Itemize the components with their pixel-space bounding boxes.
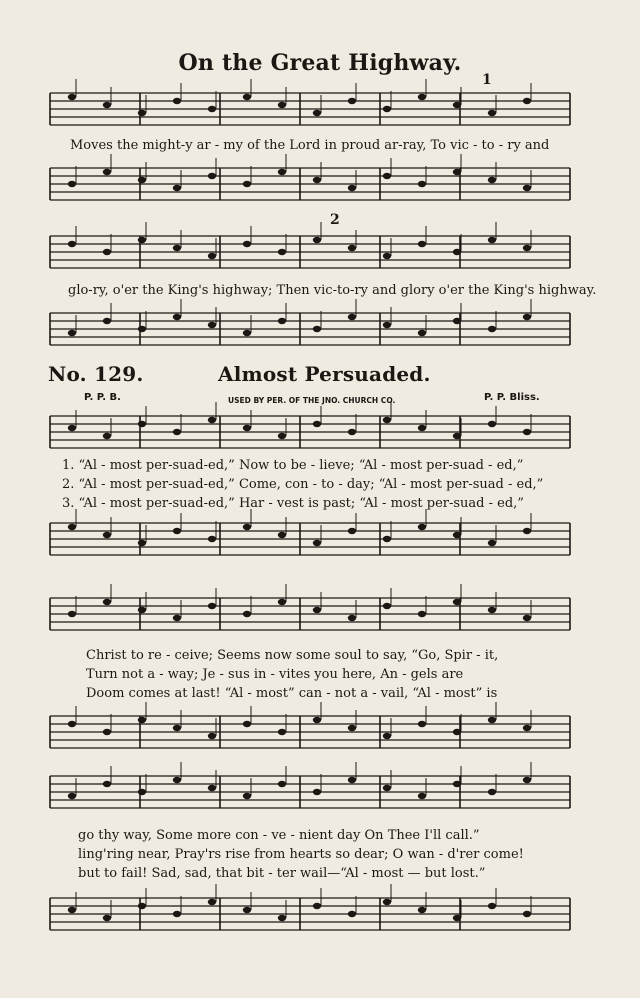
note-head <box>208 536 216 542</box>
note-head <box>523 185 531 191</box>
note-head <box>173 429 181 435</box>
note-head <box>103 169 111 175</box>
note-head <box>313 607 321 613</box>
note-head <box>313 903 321 909</box>
staff-treble-2 <box>0 228 640 288</box>
note-head <box>68 793 76 799</box>
note-head <box>173 528 181 534</box>
note-head <box>383 899 391 905</box>
note-head <box>68 241 76 247</box>
verse-3-line-2: Doom comes at last! “Al - most” can - not a - vail, “Al - most” is <box>86 686 498 701</box>
note-head <box>278 318 286 324</box>
verse-1-line-2: Christ to re - ceive; Seems now some soul to say, “Go, Spir - it, <box>86 648 499 663</box>
hymn-number: No. 129. <box>48 362 144 386</box>
note-head <box>173 98 181 104</box>
note-head <box>173 725 181 731</box>
note-head <box>68 721 76 727</box>
note-head <box>243 94 251 100</box>
note-head <box>348 528 356 534</box>
note-head <box>383 785 391 791</box>
note-head <box>418 425 426 431</box>
note-head <box>348 777 356 783</box>
note-head <box>348 185 356 191</box>
note-head <box>68 425 76 431</box>
note-head <box>138 717 146 723</box>
note-head <box>453 599 461 605</box>
note-head <box>243 241 251 247</box>
note-head <box>278 532 286 538</box>
note-head <box>523 725 531 731</box>
note-head <box>278 729 286 735</box>
note-head <box>453 318 461 324</box>
credit-left: P. P. B. <box>84 392 121 403</box>
note-head <box>243 611 251 617</box>
note-head <box>243 793 251 799</box>
note-head <box>488 237 496 243</box>
note-head <box>453 102 461 108</box>
note-head <box>313 717 321 723</box>
note-head <box>418 181 426 187</box>
note-head <box>383 253 391 259</box>
note-head <box>138 177 146 183</box>
verse-3-line-3: but to fail! Sad, sad, that bit - ter wail—“Al - most — but lost.” <box>78 866 486 881</box>
staff-treble-5 <box>0 768 640 828</box>
note-head <box>453 169 461 175</box>
note-head <box>208 785 216 791</box>
lyric-line-hymn1-b: glo-ry, o'er the King's highway; Then vic-to-ry and glory o'er the King's highway. <box>68 283 597 298</box>
note-head <box>208 253 216 259</box>
note-head <box>208 603 216 609</box>
note-head <box>68 330 76 336</box>
note-head <box>103 249 111 255</box>
staff-bass-4 <box>0 708 640 768</box>
note-head <box>278 781 286 787</box>
note-head <box>138 421 146 427</box>
note-head <box>488 110 496 116</box>
credit-right: P. P. Bliss. <box>484 392 540 403</box>
note-head <box>383 603 391 609</box>
note-head <box>68 907 76 913</box>
note-head <box>68 524 76 530</box>
note-head <box>348 245 356 251</box>
note-head <box>453 532 461 538</box>
note-head <box>173 777 181 783</box>
note-head <box>523 429 531 435</box>
note-head <box>103 532 111 538</box>
note-head <box>278 915 286 921</box>
note-head <box>208 733 216 739</box>
note-head <box>243 721 251 727</box>
note-head <box>348 911 356 917</box>
note-head <box>243 524 251 530</box>
note-head <box>103 729 111 735</box>
note-head <box>383 417 391 423</box>
note-head <box>68 611 76 617</box>
note-head <box>138 607 146 613</box>
note-head <box>488 421 496 427</box>
note-head <box>138 789 146 795</box>
note-head <box>418 721 426 727</box>
staff-bass-5 <box>0 890 640 950</box>
verse-1-line-1: 1. “Al - most per-suad-ed,” Now to be - lieve; “Al - most per-suad - ed,” <box>62 458 524 473</box>
note-head <box>313 421 321 427</box>
staff-bass-1 <box>0 160 640 220</box>
note-head <box>173 185 181 191</box>
note-head <box>278 433 286 439</box>
staff-treble-4 <box>0 590 640 650</box>
note-head <box>208 106 216 112</box>
note-head <box>173 314 181 320</box>
note-head <box>488 717 496 723</box>
note-head <box>173 245 181 251</box>
note-head <box>348 98 356 104</box>
note-head <box>313 540 321 546</box>
note-head <box>313 177 321 183</box>
note-head <box>313 237 321 243</box>
verse-1-line-3: go thy way, Some more con - ve - nient day On Thee I'll call.” <box>78 828 480 843</box>
note-head <box>138 110 146 116</box>
note-head <box>103 781 111 787</box>
note-head <box>453 249 461 255</box>
note-head <box>523 777 531 783</box>
note-head <box>278 249 286 255</box>
note-head <box>488 903 496 909</box>
note-head <box>348 615 356 621</box>
lyric-line-hymn1-a: Moves the might-y ar - my of the Lord in proud ar-ray, To vic - to - ry and <box>70 138 550 153</box>
note-head <box>453 433 461 439</box>
note-head <box>278 599 286 605</box>
note-head <box>208 899 216 905</box>
note-head <box>523 314 531 320</box>
note-head <box>103 318 111 324</box>
note-head <box>523 911 531 917</box>
note-head <box>488 789 496 795</box>
note-head <box>523 528 531 534</box>
note-head <box>523 98 531 104</box>
note-head <box>173 615 181 621</box>
note-head <box>383 322 391 328</box>
note-head <box>278 169 286 175</box>
note-head <box>418 907 426 913</box>
credit-middle: USED BY PER. OF THE JNO. CHURCH CO. <box>228 396 396 405</box>
verse-3-line-1: 3. “Al - most per-suad-ed,” Har - vest is past; “Al - most per-suad - ed,” <box>62 496 524 511</box>
note-head <box>488 177 496 183</box>
note-head <box>488 326 496 332</box>
note-head <box>68 181 76 187</box>
note-head <box>383 733 391 739</box>
note-head <box>383 536 391 542</box>
note-head <box>488 607 496 613</box>
note-head <box>138 326 146 332</box>
note-head <box>348 314 356 320</box>
staff-bass-3 <box>0 515 640 575</box>
note-head <box>103 599 111 605</box>
verse-2-line-3: ling'ring near, Pray'rs rise from hearts so dear; O wan - d'rer come! <box>78 847 524 862</box>
note-head <box>383 173 391 179</box>
note-head <box>208 322 216 328</box>
note-head <box>523 615 531 621</box>
note-head <box>173 911 181 917</box>
hymn-title-on-the-great-highway: On the Great Highway. <box>178 50 462 76</box>
note-head <box>418 330 426 336</box>
note-head <box>208 173 216 179</box>
note-head <box>278 102 286 108</box>
note-head <box>453 781 461 787</box>
staff-bass-2 <box>0 305 640 365</box>
note-head <box>208 417 216 423</box>
note-head <box>523 245 531 251</box>
verse-2-line-2: Turn not a - way; Je - sus in - vites you here, An - gels are <box>86 667 464 682</box>
first-ending-marker: 1 <box>482 72 492 88</box>
note-head <box>453 729 461 735</box>
note-head <box>138 903 146 909</box>
verse-2-line-1: 2. “Al - most per-suad-ed,” Come, con - to - day; “Al - most per-suad - ed,” <box>62 477 544 492</box>
note-head <box>418 524 426 530</box>
second-ending-marker: 2 <box>330 212 340 228</box>
hymn-title-almost-persuaded: Almost Persuaded. <box>218 362 431 386</box>
note-head <box>243 181 251 187</box>
note-head <box>418 793 426 799</box>
note-head <box>488 540 496 546</box>
note-head <box>243 425 251 431</box>
staff-treble-1 <box>0 85 640 145</box>
note-head <box>313 326 321 332</box>
note-head <box>103 433 111 439</box>
note-head <box>243 907 251 913</box>
note-head <box>418 94 426 100</box>
note-head <box>418 611 426 617</box>
note-head <box>243 330 251 336</box>
note-head <box>313 789 321 795</box>
note-head <box>68 94 76 100</box>
note-head <box>383 106 391 112</box>
note-head <box>313 110 321 116</box>
note-head <box>138 540 146 546</box>
note-head <box>418 241 426 247</box>
note-head <box>453 915 461 921</box>
note-head <box>103 102 111 108</box>
note-head <box>348 429 356 435</box>
note-head <box>348 725 356 731</box>
note-head <box>138 237 146 243</box>
note-head <box>103 915 111 921</box>
